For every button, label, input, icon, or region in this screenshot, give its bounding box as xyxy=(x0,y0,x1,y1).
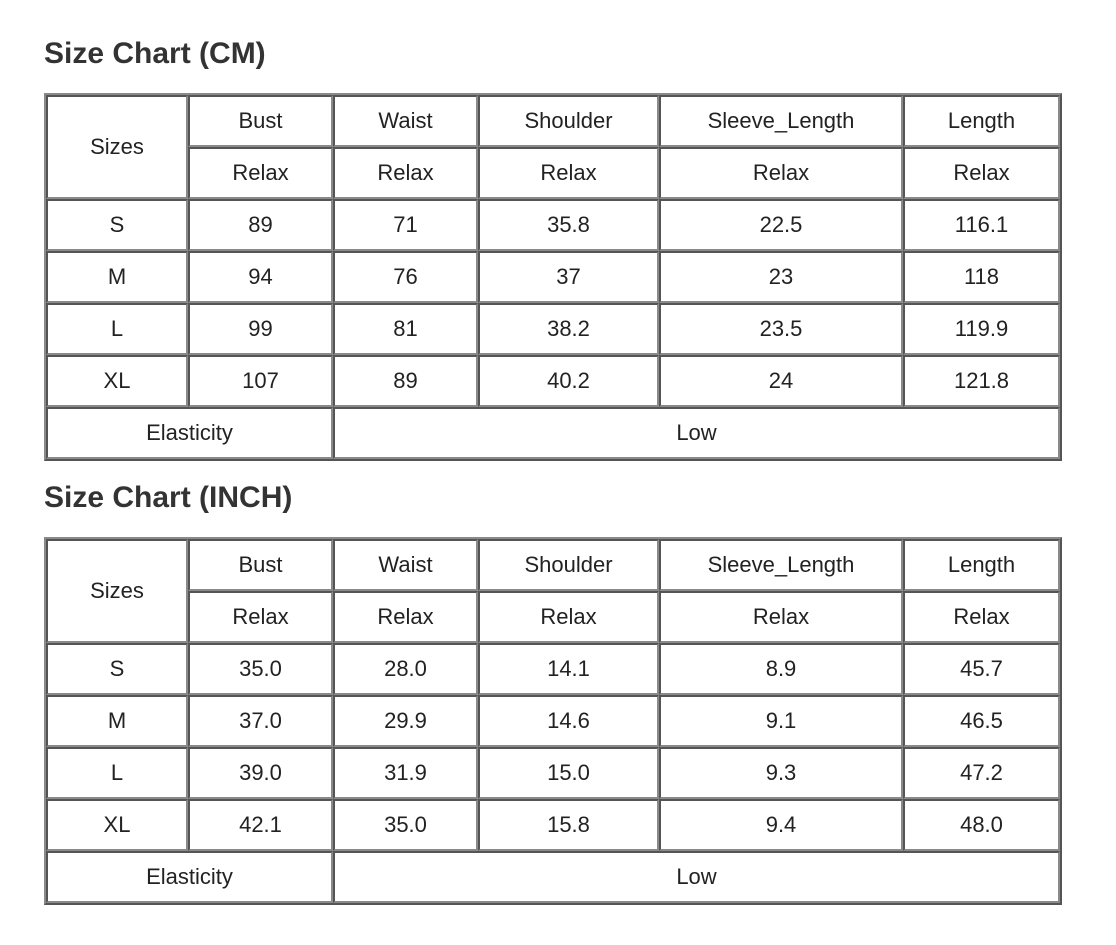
value-cell: 94 xyxy=(188,251,333,303)
value-cell: 14.1 xyxy=(478,643,659,695)
value-cell: 38.2 xyxy=(478,303,659,355)
size-cell: L xyxy=(46,747,188,799)
table-row xyxy=(46,799,1060,851)
elasticity-value: Low xyxy=(333,407,1060,459)
header-length: Length xyxy=(903,539,1060,591)
size-cell: XL xyxy=(46,799,188,851)
subheader-cell: Relax xyxy=(903,147,1060,199)
subheader-cell: Relax xyxy=(659,591,903,643)
value-cell: 39.0 xyxy=(188,747,333,799)
size-chart-inch-section xyxy=(44,478,1062,905)
size-chart-inch-table xyxy=(44,537,1062,905)
table-row xyxy=(46,643,1060,695)
value-cell: 42.1 xyxy=(188,799,333,851)
table-subheader-row xyxy=(46,147,1060,199)
value-cell: 9.4 xyxy=(659,799,903,851)
header-waist: Waist xyxy=(333,539,478,591)
value-cell: 35.0 xyxy=(188,643,333,695)
table-header-row xyxy=(46,539,1060,591)
table-row xyxy=(46,303,1060,355)
elasticity-row xyxy=(46,851,1060,903)
value-cell: 28.0 xyxy=(333,643,478,695)
value-cell: 8.9 xyxy=(659,643,903,695)
header-sleeve-length: Sleeve_Length xyxy=(659,539,903,591)
value-cell: 15.0 xyxy=(478,747,659,799)
table-subheader-row xyxy=(46,591,1060,643)
value-cell: 48.0 xyxy=(903,799,1060,851)
size-cell: XL xyxy=(46,355,188,407)
sizes-header-cell: Sizes xyxy=(46,95,188,199)
subheader-cell: Relax xyxy=(659,147,903,199)
value-cell: 107 xyxy=(188,355,333,407)
table-row xyxy=(46,695,1060,747)
value-cell: 31.9 xyxy=(333,747,478,799)
value-cell: 24 xyxy=(659,355,903,407)
value-cell: 116.1 xyxy=(903,199,1060,251)
value-cell: 14.6 xyxy=(478,695,659,747)
value-cell: 29.9 xyxy=(333,695,478,747)
subheader-cell: Relax xyxy=(188,591,333,643)
subheader-cell: Relax xyxy=(478,147,659,199)
subheader-cell: Relax xyxy=(188,147,333,199)
value-cell: 71 xyxy=(333,199,478,251)
value-cell: 22.5 xyxy=(659,199,903,251)
value-cell: 40.2 xyxy=(478,355,659,407)
header-bust: Bust xyxy=(188,539,333,591)
elasticity-label: Elasticity xyxy=(46,851,333,903)
value-cell: 37 xyxy=(478,251,659,303)
elasticity-label: Elasticity xyxy=(46,407,333,459)
value-cell: 35.8 xyxy=(478,199,659,251)
sizes-header-cell: Sizes xyxy=(46,539,188,643)
header-sleeve-length: Sleeve_Length xyxy=(659,95,903,147)
size-cell: M xyxy=(46,251,188,303)
header-shoulder: Shoulder xyxy=(478,95,659,147)
value-cell: 89 xyxy=(333,355,478,407)
value-cell: 23.5 xyxy=(659,303,903,355)
subheader-cell: Relax xyxy=(333,591,478,643)
value-cell: 45.7 xyxy=(903,643,1060,695)
header-waist: Waist xyxy=(333,95,478,147)
value-cell: 47.2 xyxy=(903,747,1060,799)
value-cell: 9.3 xyxy=(659,747,903,799)
subheader-cell: Relax xyxy=(333,147,478,199)
size-cell: S xyxy=(46,643,188,695)
header-bust: Bust xyxy=(188,95,333,147)
size-cell: L xyxy=(46,303,188,355)
value-cell: 118 xyxy=(903,251,1060,303)
size-chart-cm-title: Size Chart (CM) xyxy=(44,37,266,70)
value-cell: 9.1 xyxy=(659,695,903,747)
table-row xyxy=(46,251,1060,303)
table-row xyxy=(46,199,1060,251)
table-row xyxy=(46,355,1060,407)
size-chart-inch-title: Size Chart (INCH) xyxy=(44,481,293,514)
table-header-row xyxy=(46,95,1060,147)
subheader-cell: Relax xyxy=(478,591,659,643)
value-cell: 119.9 xyxy=(903,303,1060,355)
value-cell: 81 xyxy=(333,303,478,355)
size-chart-cm-section xyxy=(44,34,1062,461)
elasticity-row xyxy=(46,407,1060,459)
table-row xyxy=(46,747,1060,799)
header-shoulder: Shoulder xyxy=(478,539,659,591)
header-length: Length xyxy=(903,95,1060,147)
size-cell: M xyxy=(46,695,188,747)
value-cell: 35.0 xyxy=(333,799,478,851)
value-cell: 37.0 xyxy=(188,695,333,747)
value-cell: 89 xyxy=(188,199,333,251)
size-chart-cm-table xyxy=(44,93,1062,461)
value-cell: 46.5 xyxy=(903,695,1060,747)
value-cell: 23 xyxy=(659,251,903,303)
elasticity-value: Low xyxy=(333,851,1060,903)
size-cell: S xyxy=(46,199,188,251)
value-cell: 15.8 xyxy=(478,799,659,851)
value-cell: 76 xyxy=(333,251,478,303)
subheader-cell: Relax xyxy=(903,591,1060,643)
value-cell: 121.8 xyxy=(903,355,1060,407)
value-cell: 99 xyxy=(188,303,333,355)
